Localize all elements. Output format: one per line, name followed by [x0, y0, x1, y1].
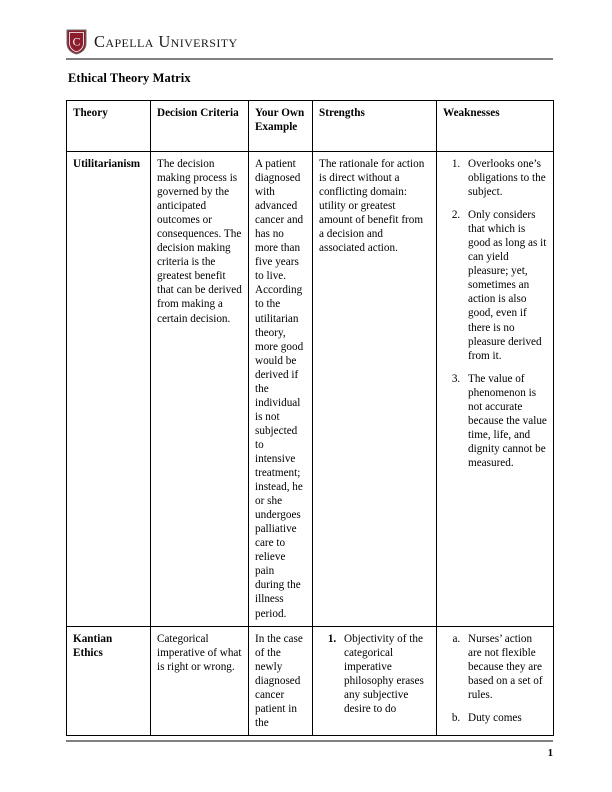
cell-weaknesses [437, 626, 554, 735]
page-number: 1 [547, 748, 553, 759]
cell-strengths [313, 626, 437, 735]
header-divider [66, 58, 553, 60]
decision-criteria-text: The decision making process is governed by the anticipated outcomes or consequences. The decision making criteria is the greatest benefit that can be derived from making a certain decision. [157, 158, 242, 325]
capella-logo-lockup [66, 28, 553, 56]
list-item: a. Nurses’ action are not flexible because they are based on a set of rules. [463, 632, 547, 702]
list-item: 2. Only considers that which is good as long as it can yield pleasure; yet, sometimes an action is also good, even if there is no pleasure derived from it. [463, 208, 547, 363]
shield-letter: C [72, 36, 81, 49]
list-item: 3. The value of phenomenon is not accurate because the value time, life, and dignity cannot be measured. [463, 372, 547, 470]
cell-strengths [313, 152, 437, 627]
column-header-decision-criteria: Decision Criteria [151, 101, 249, 152]
cell-theory [67, 152, 151, 627]
column-header-your-own-example: Your Own Example [249, 101, 313, 152]
page-header [66, 28, 553, 62]
weaknesses-list [443, 632, 547, 725]
table-row [67, 152, 554, 627]
your-own-example-text: A patient diagnosed with advanced cancer and has no more than five years to live. According to the utilitarian theory, more good would be derived if the individual is not subjected to intensive treatment; instead, he or she undergoes palliative care to relieve pain during the illness period. [255, 158, 304, 620]
list-item: 1. Objectivity of the categorical imperative philosophy erases any subjective desire to do [339, 632, 430, 716]
list-item: b. Duty comes [463, 711, 547, 725]
cell-decision-criteria [151, 152, 249, 627]
column-header-weaknesses: Weaknesses [437, 101, 554, 152]
capella-wordmark: Capella University [94, 31, 238, 51]
cell-weaknesses [437, 152, 554, 627]
strengths-list [319, 632, 430, 716]
ethical-theory-matrix-table [66, 100, 553, 736]
weaknesses-list [443, 157, 547, 470]
list-item: 1. Overlooks one’s obligations to the subject. [463, 157, 547, 199]
decision-criteria-text: Categorical imperative of what is right or wrong. [157, 632, 242, 673]
capella-shield-logo-icon [66, 29, 87, 55]
page-title: Ethical Theory Matrix [68, 71, 191, 85]
column-header-strengths: Strengths [313, 101, 437, 152]
column-header-theory: Theory [67, 101, 151, 152]
cell-decision-criteria [151, 626, 249, 735]
strengths-text: The rationale for action is direct without a conflicting domain: utility or greatest amount of benefit from a decision and associated action. [319, 158, 425, 255]
theory-name: Kantian Ethics [73, 632, 113, 659]
page-footer [66, 740, 553, 759]
theory-name: Utilitarianism [73, 158, 141, 170]
cell-your-own-example [249, 152, 313, 627]
your-own-example-text: In the case of the newly diagnosed cancer patient in the [255, 632, 303, 729]
table-header-row [67, 101, 554, 152]
cell-theory [67, 626, 151, 735]
cell-your-own-example [249, 626, 313, 735]
footer-divider [66, 740, 553, 742]
table-row [67, 626, 554, 735]
